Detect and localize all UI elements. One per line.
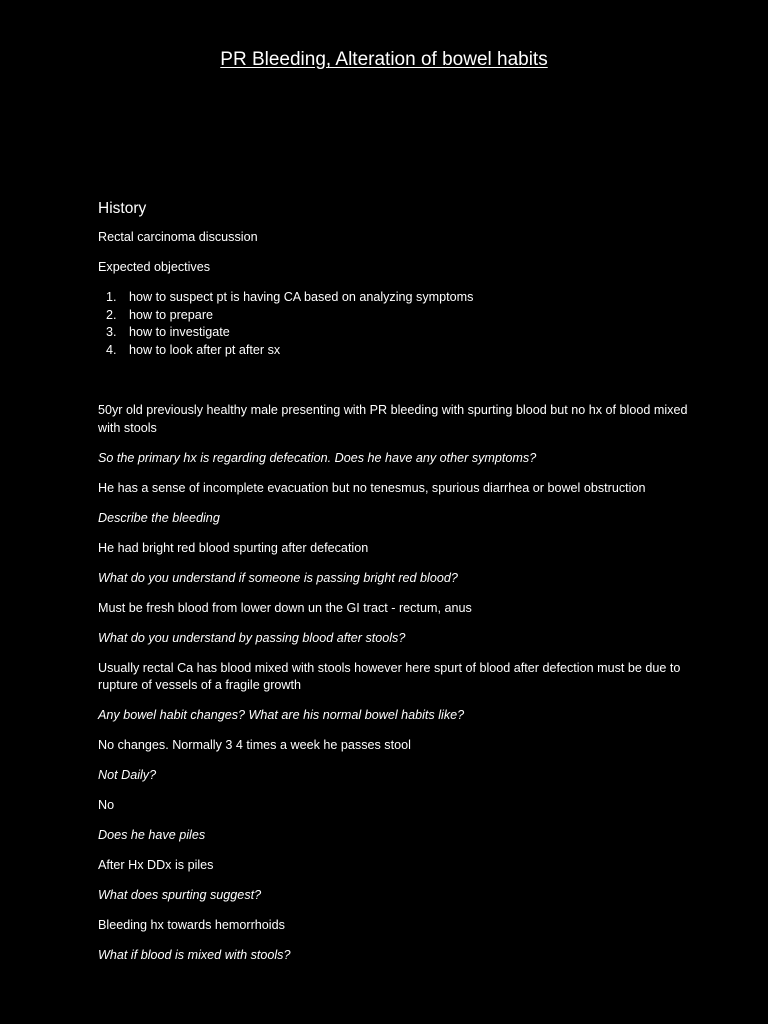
answer-paragraph: Must be fresh blood from lower down un the GI tract - rectum, anus xyxy=(98,600,472,615)
question-paragraph: Not Daily? xyxy=(98,768,157,782)
objective-text: how to look after pt after sx xyxy=(129,342,281,357)
question-paragraph: What do you understand by passing blood after stools? xyxy=(98,630,406,645)
objective-text: how to suspect pt is having CA based on analyzing symptoms xyxy=(129,290,474,304)
section-heading-history: History xyxy=(98,200,147,217)
answer-paragraph: Bleeding hx towards hemorrhoids xyxy=(98,918,285,932)
document-content xyxy=(98,198,698,977)
answer-paragraph: Usually rectal Ca has blood mixed with stools however here spurt of blood after defection must be due to rupture of vessels of a fragile growth xyxy=(98,660,681,692)
document-title: PR Bleeding, Alteration of bowel habits xyxy=(220,49,548,70)
question-paragraph: What if blood is mixed with stools? xyxy=(98,948,291,962)
question-paragraph: Any bowel habit changes? What are his normal bowel habits like? xyxy=(98,708,465,722)
question-paragraph: What does spurting suggest? xyxy=(98,888,262,902)
spacer xyxy=(98,371,698,402)
intro-line: Expected objectives xyxy=(98,260,211,274)
answer-paragraph: He has a sense of incomplete evacuation but no tenesmus, spurious diarrhea or bowel obstruction xyxy=(98,480,646,495)
objective-number: 4. xyxy=(106,342,117,357)
objectives-list xyxy=(98,289,698,359)
answer-paragraph: After Hx DDx is piles xyxy=(98,858,214,872)
objective-number: 3. xyxy=(106,325,117,339)
objective-number: 2. xyxy=(106,307,117,322)
qa-paragraphs xyxy=(98,402,698,965)
question-paragraph: What do you understand if someone is passing bright red blood? xyxy=(98,570,458,585)
objective-text: how to prepare xyxy=(129,307,214,322)
objective-item xyxy=(98,289,698,307)
objective-number: 1. xyxy=(106,290,117,304)
objective-item xyxy=(98,342,698,360)
question-paragraph: So the primary hx is regarding defecation. Does he have any other symptoms? xyxy=(98,450,537,465)
objective-item xyxy=(98,324,698,342)
question-paragraph: Does he have piles xyxy=(98,828,206,842)
intro-line: Rectal carcinoma discussion xyxy=(98,230,258,244)
answer-paragraph: 50yr old previously healthy male presenting with PR bleeding with spurting blood but no hx of blood mixed with stools xyxy=(98,403,688,435)
answer-paragraph: No xyxy=(98,798,115,812)
question-paragraph: Describe the bleeding xyxy=(98,510,220,525)
objective-text: how to investigate xyxy=(129,325,230,339)
objective-item xyxy=(98,307,698,325)
answer-paragraph: No changes. Normally 3 4 times a week he passes stool xyxy=(98,738,411,752)
answer-paragraph: He had bright red blood spurting after defecation xyxy=(98,540,369,555)
